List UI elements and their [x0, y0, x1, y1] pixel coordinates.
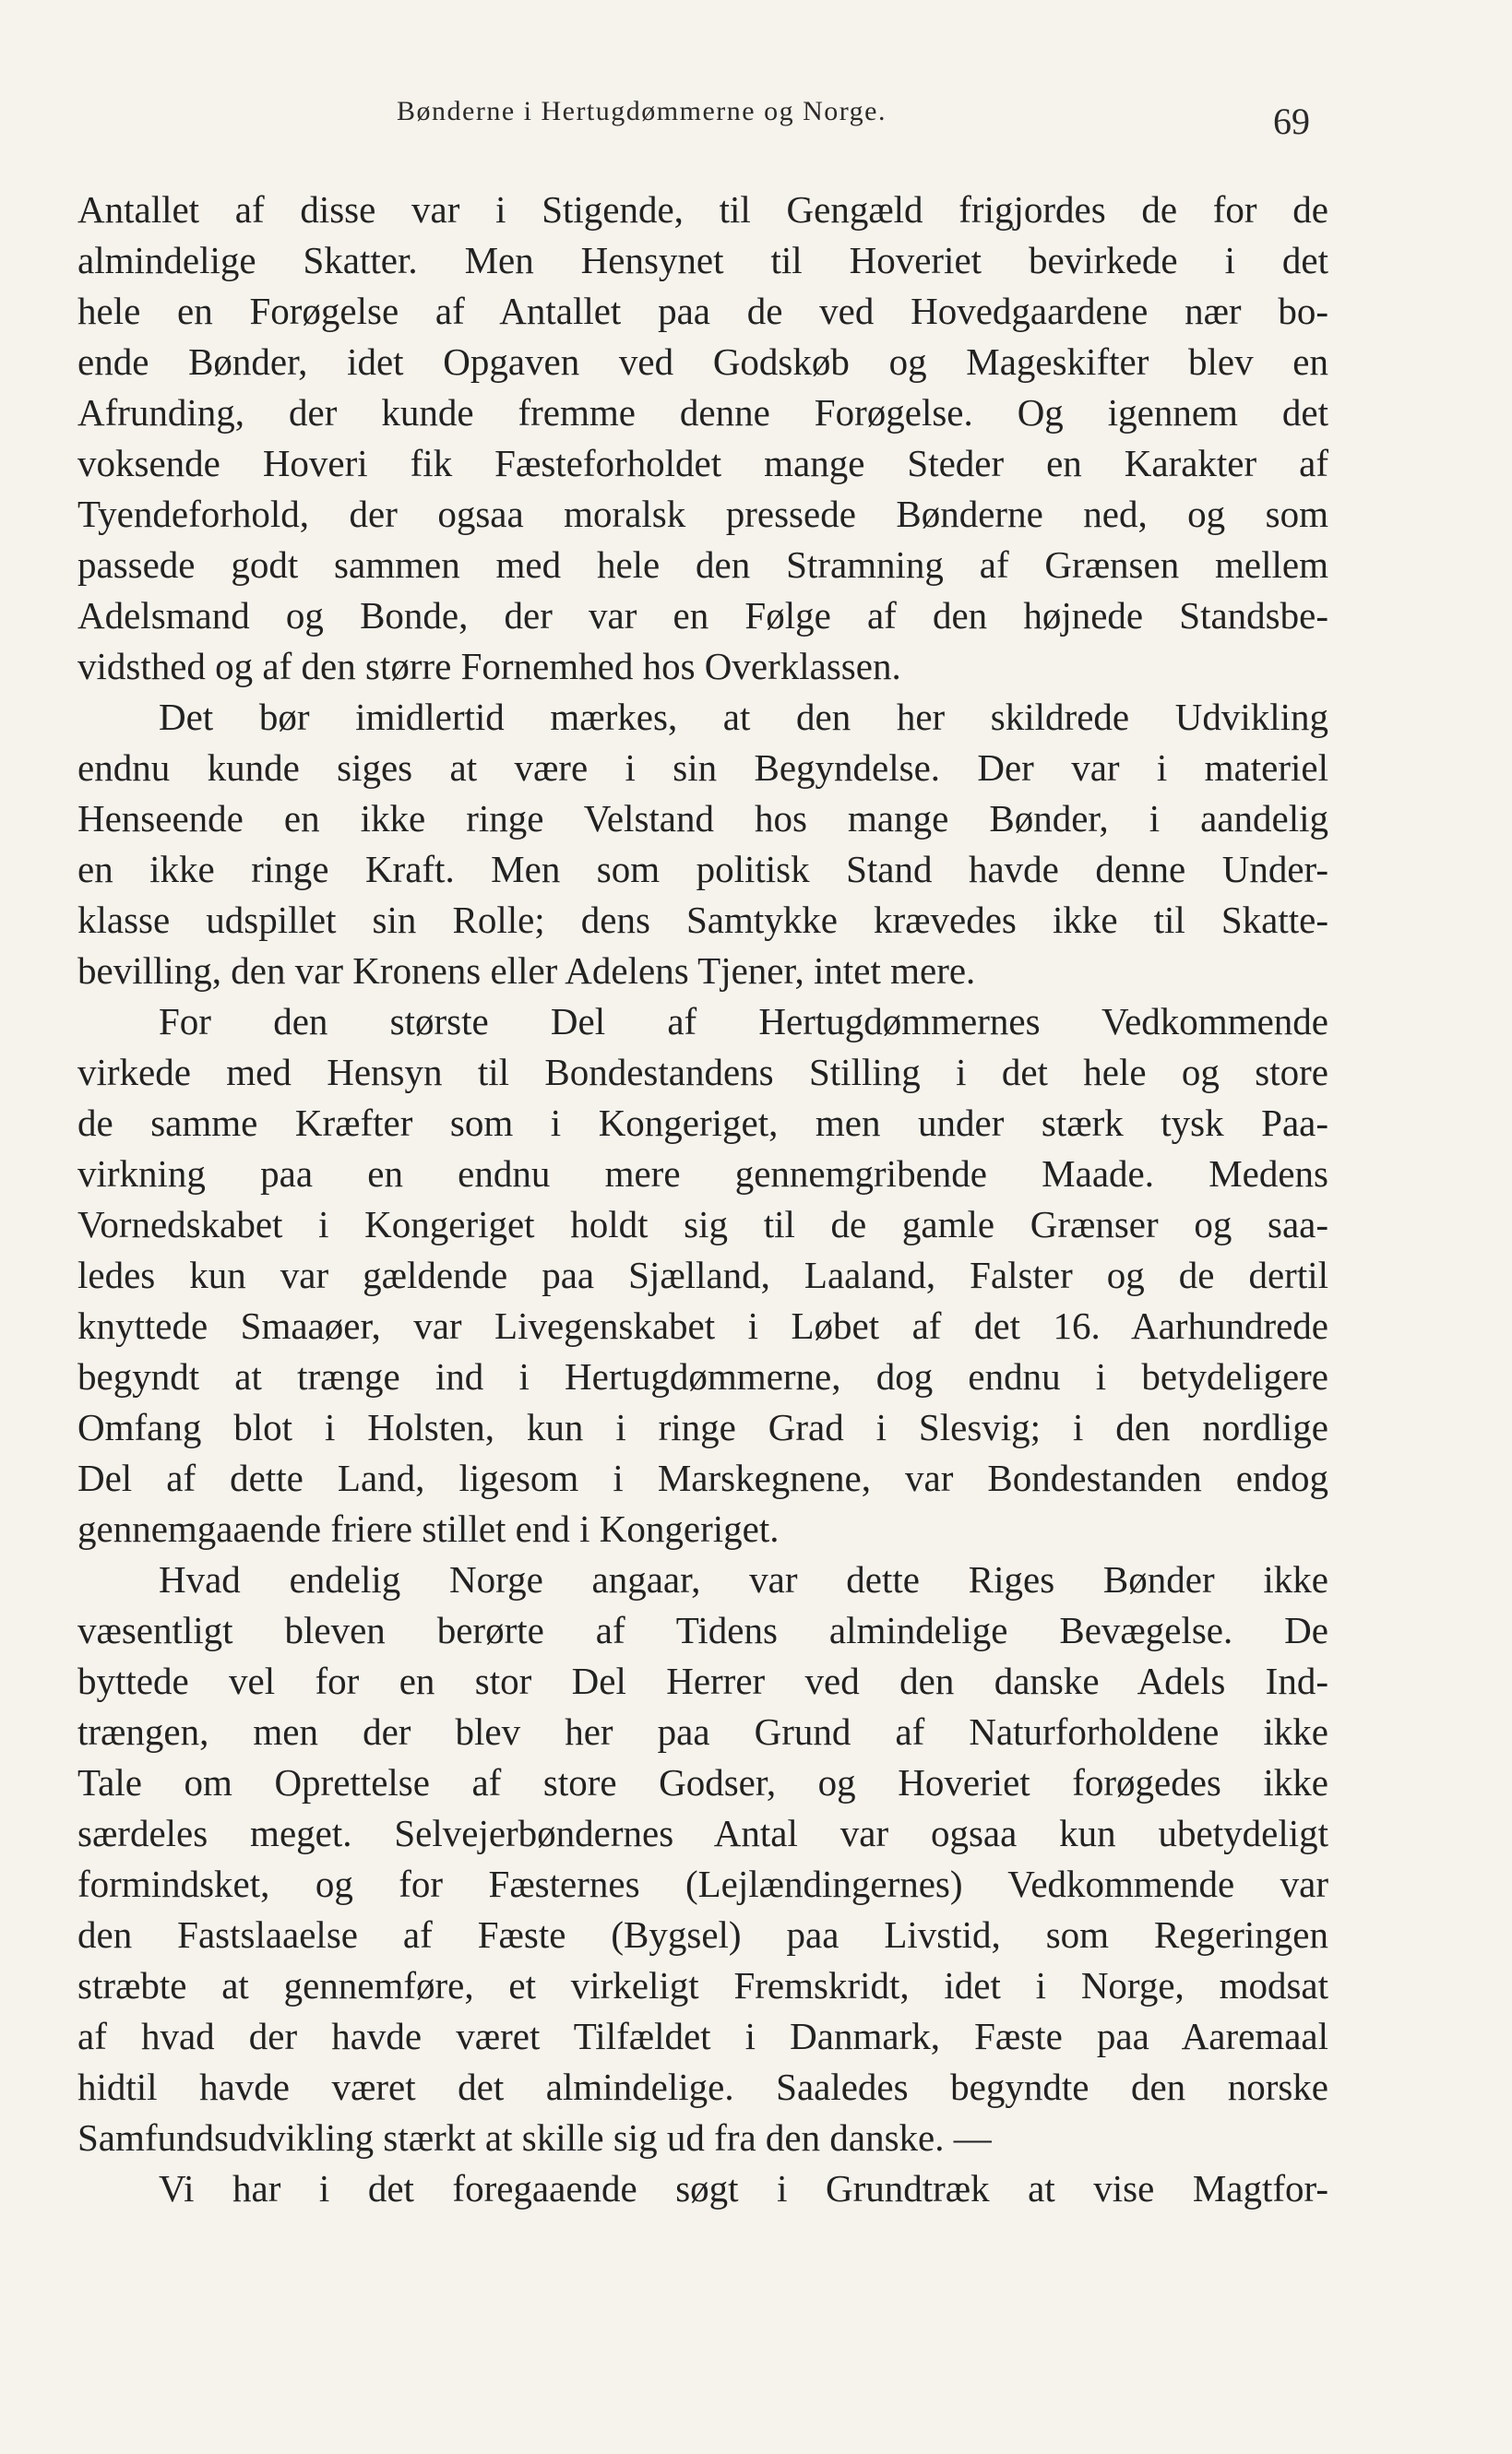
text-line: formindsket, og for Fæsternes (Lejlændingernes) Vedkommende var: [77, 1863, 1328, 1905]
text-line: almindelige Skatter. Men Hensynet til Hoveriet bevirkede i det: [77, 239, 1328, 281]
paragraph-first-line: Vi har i det foregaaende søgt i Grundtræk at vise Magtfor-: [159, 2167, 1328, 2210]
body-text: [77, 185, 1328, 2214]
paragraph-first-line: For den største Del af Hertugdømmernes Vedkommende: [159, 1000, 1328, 1042]
text-line: trængen, men der blev her paa Grund af Naturforholdene ikke: [77, 1710, 1328, 1753]
text-line: Samfundsudvikling stærkt at skille sig ud fra den danske. —: [77, 2116, 992, 2159]
text-line: ledes kun var gældende paa Sjælland, Laaland, Falster og de dertil: [77, 1254, 1328, 1296]
text-line: begyndt at trænge ind i Hertugdømmerne, dog endnu i betydeligere: [77, 1355, 1328, 1398]
text-line: virkning paa en endnu mere gennemgribende Maade. Medens: [77, 1152, 1328, 1195]
text-line: de samme Kræfter som i Kongeriget, men under stærk tysk Paa-: [77, 1102, 1328, 1144]
text-line: gennemgaaende friere stillet end i Kongeriget.: [77, 1507, 780, 1550]
page-number: 69: [1273, 101, 1310, 142]
text-line: af hvad der havde været Tilfældet i Danmark, Fæste paa Aaremaal: [77, 2015, 1328, 2057]
text-line: Tale om Oprettelse af store Godser, og Hoveriet forøgedes ikke: [77, 1761, 1328, 1804]
text-line: Adelsmand og Bonde, der var en Følge af den højnede Standsbe-: [77, 594, 1328, 637]
text-line: bevilling, den var Kronens eller Adelens Tjener, intet mere.: [77, 949, 976, 992]
text-line: Omfang blot i Holsten, kun i ringe Grad i Slesvig; i den nordlige: [77, 1406, 1328, 1448]
text-line: passede godt sammen med hele den Stramning af Grænsen mellem: [77, 543, 1328, 586]
running-head: Bønderne i Hertugdømmerne og Norge.: [397, 96, 887, 126]
text-line: Vornedskabet i Kongeriget holdt sig til de gamle Grænser og saa-: [77, 1203, 1328, 1245]
text-line: hidtil havde været det almindelige. Saaledes begyndte den norske: [77, 2066, 1328, 2108]
text-line: stræbte at gennemføre, et virkeligt Fremskridt, idet i Norge, modsat: [77, 1964, 1328, 2007]
paragraph-first-line: Det bør imidlertid mærkes, at den her skildrede Udvikling: [159, 696, 1328, 738]
text-line: byttede vel for en stor Del Herrer ved den danske Adels Ind-: [77, 1660, 1328, 1702]
text-line: knyttede Smaaøer, var Livegenskabet i Løbet af det 16. Aarhundrede: [77, 1304, 1328, 1347]
text-line: klasse udspillet sin Rolle; dens Samtykke krævedes ikke til Skatte-: [77, 899, 1328, 941]
paragraph-first-line: Hvad endelig Norge angaar, var dette Riges Bønder ikke: [159, 1558, 1328, 1601]
text-line: Henseende en ikke ringe Velstand hos mange Bønder, i aandelig: [77, 797, 1328, 840]
text-line: den Fastslaaelse af Fæste (Bygsel) paa Livstid, som Regeringen: [77, 1913, 1328, 1956]
text-line: væsentligt bleven berørte af Tidens almindelige Bevægelse. De: [77, 1609, 1328, 1651]
text-line: voksende Hoveri fik Fæsteforholdet mange Steder en Karakter af: [77, 442, 1328, 484]
text-line: virkede med Hensyn til Bondestandens Stilling i det hele og store: [77, 1051, 1328, 1093]
text-line: Afrunding, der kunde fremme denne Forøgelse. Og igennem det: [77, 391, 1328, 434]
text-line: Antallet af disse var i Stigende, til Gengæld frigjordes de for de: [77, 188, 1328, 231]
text-line: hele en Forøgelse af Antallet paa de ved Hovedgaardene nær bo-: [77, 290, 1328, 332]
text-line: ende Bønder, idet Opgaven ved Godskøb og Mageskifter blev en: [77, 340, 1328, 383]
text-line: Tyendeforhold, der ogsaa moralsk pressede Bønderne ned, og som: [77, 493, 1328, 535]
text-line: endnu kunde siges at være i sin Begyndelse. Der var i materiel: [77, 746, 1328, 789]
text-line: en ikke ringe Kraft. Men som politisk Stand havde denne Under-: [77, 848, 1328, 890]
text-line: vidsthed og af den større Fornemhed hos Overklassen.: [77, 645, 901, 687]
text-line: særdeles meget. Selvejerbøndernes Antal var ogsaa kun ubetydeligt: [77, 1812, 1328, 1854]
text-line: Del af dette Land, ligesom i Marskegnene, var Bondestanden endog: [77, 1457, 1328, 1499]
